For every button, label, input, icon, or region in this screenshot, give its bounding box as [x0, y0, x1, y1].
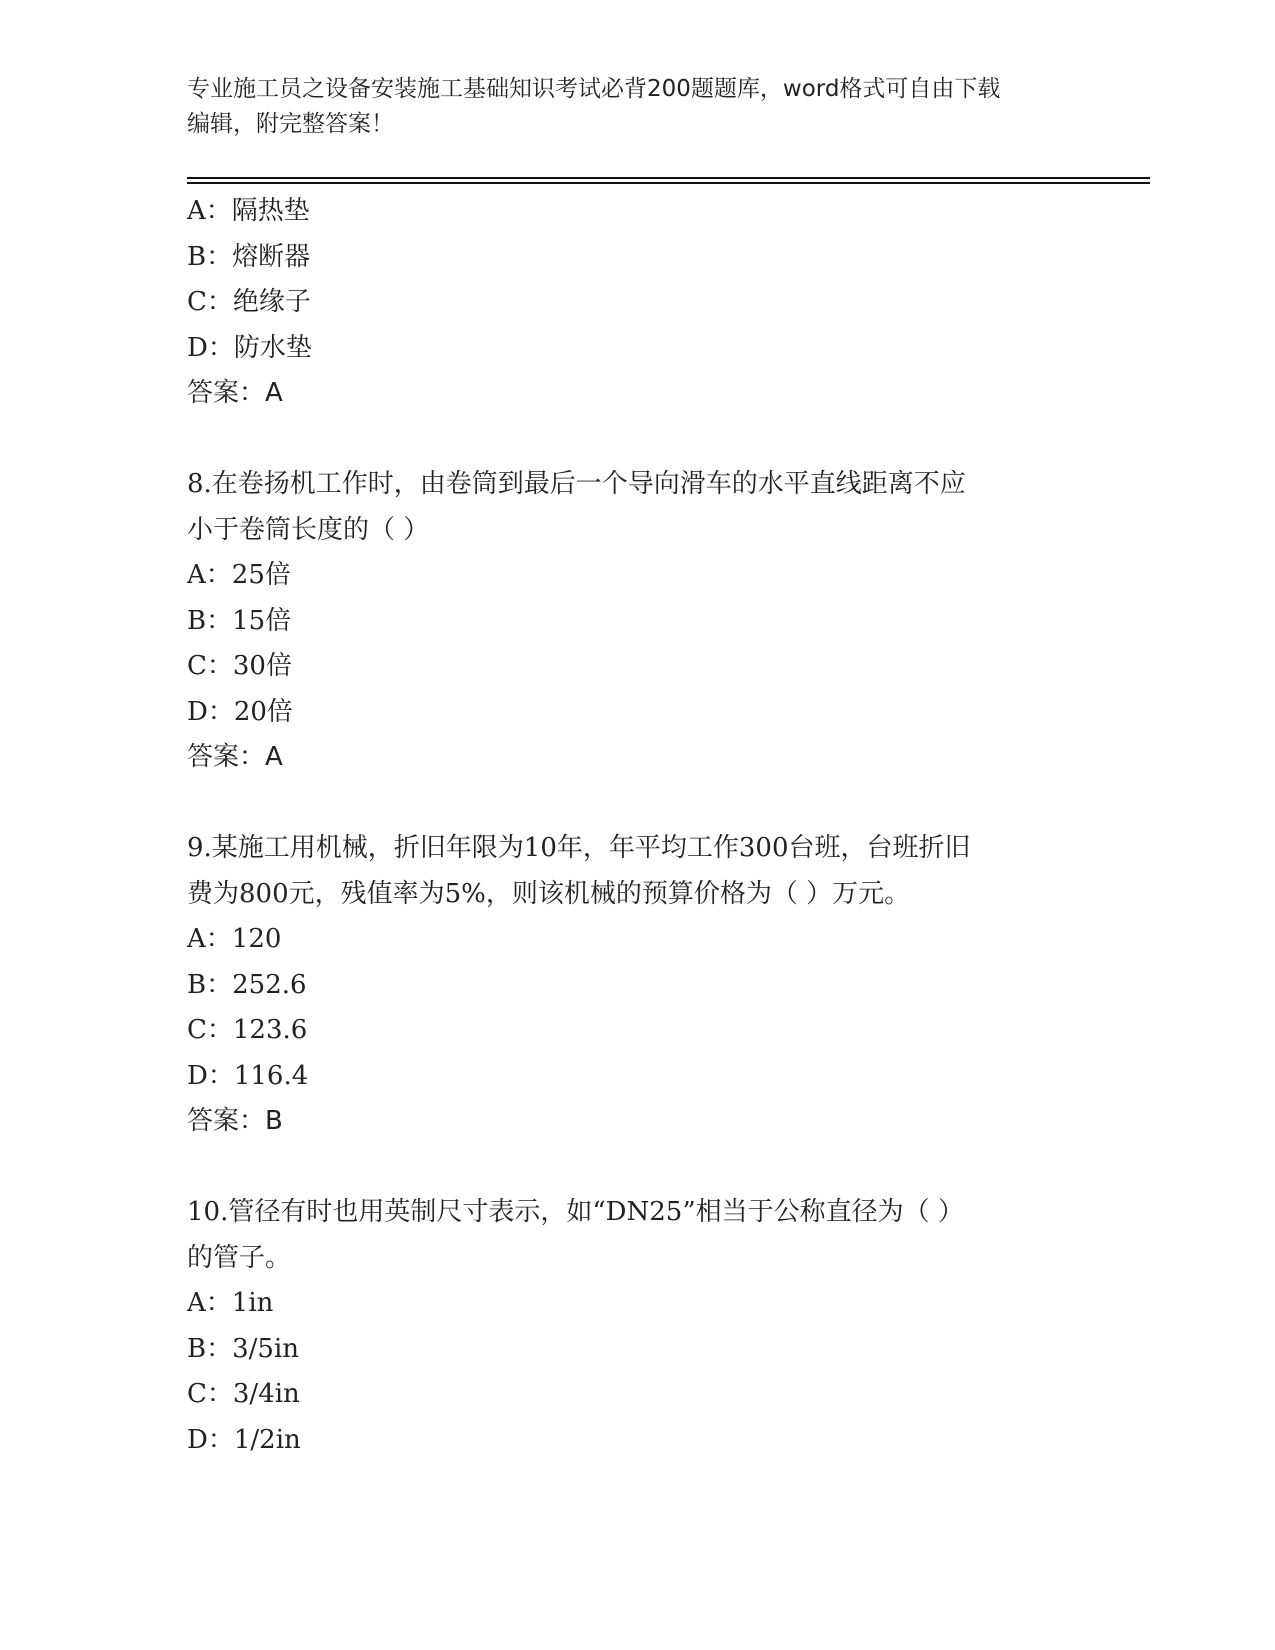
question-stem-line-2: 小于卷筒长度的（ ） [187, 514, 430, 545]
header-divider-bottom [187, 182, 1150, 184]
option-b: B：15倍 [187, 605, 292, 636]
header-divider-top [187, 177, 1150, 179]
option-a: A：120 [187, 924, 282, 954]
question-stem-line-1: 9.某施工用机械，折旧年限为10年，年平均工作300台班，台班折旧 [187, 833, 971, 863]
question-8 [187, 462, 1087, 781]
answer-label: 答案：A [187, 378, 283, 408]
option-b: B：252.6 [187, 969, 307, 1000]
question-stem-line-2: 的管子。 [187, 1242, 292, 1273]
question-9 [187, 826, 1087, 1145]
option-d: D：防水垫 [187, 332, 312, 363]
question-list [187, 189, 1087, 1463]
option-a: A：隔热垫 [187, 196, 310, 226]
answer-label: 答案：A [187, 742, 283, 772]
option-a: A：1in [187, 1288, 274, 1318]
header-line-2: 编辑，附完整答案！ [187, 111, 394, 137]
option-a: A：25倍 [187, 560, 291, 590]
spacer [187, 781, 1087, 827]
option-d: D：20倍 [187, 696, 293, 727]
option-d: D：1/2in [187, 1424, 301, 1455]
option-b: B：3/5in [187, 1333, 300, 1364]
spacer [187, 1145, 1087, 1191]
option-b: B：熔断器 [187, 241, 311, 272]
option-d: D：116.4 [187, 1060, 309, 1091]
question-7 [187, 189, 1087, 417]
question-stem-line-2: 费为800元，残值率为5%，则该机械的预算价格为（ ）万元。 [187, 878, 911, 909]
question-stem-line-1: 8.在卷扬机工作时，由卷筒到最后一个导向滑车的水平直线距离不应 [187, 469, 966, 499]
option-c: C：绝缘子 [187, 287, 311, 317]
question-stem-line-1: 10.管径有时也用英制尺寸表示，如“DN25”相当于公称直径为（ ） [187, 1197, 964, 1227]
option-c: C：30倍 [187, 651, 292, 681]
document-header [187, 72, 1087, 142]
option-c: C：3/4in [187, 1379, 300, 1409]
question-10 [187, 1190, 1087, 1463]
spacer [187, 417, 1087, 463]
answer-label: 答案：B [187, 1106, 283, 1136]
option-c: C：123.6 [187, 1015, 308, 1045]
header-line-1: 专业施工员之设备安装施工基础知识考试必背200题题库，word格式可自由下载 [187, 76, 1001, 102]
